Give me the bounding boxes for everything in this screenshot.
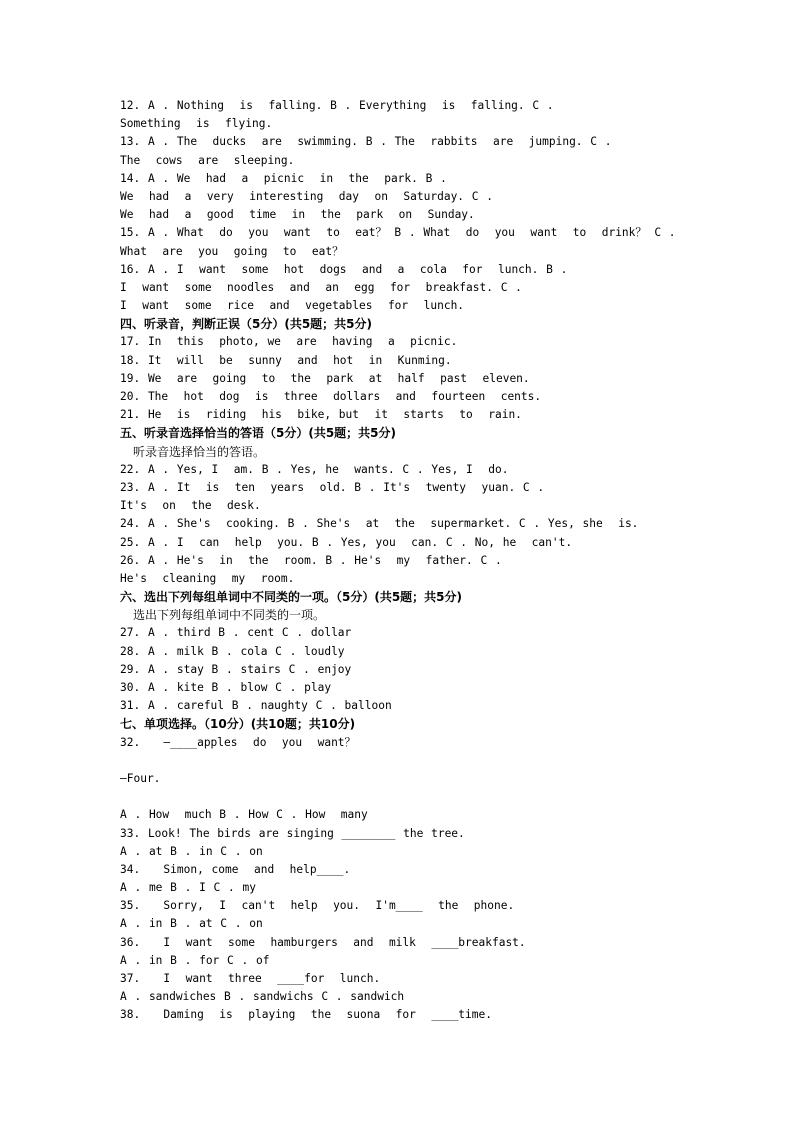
section-heading: 六、选出下列每组单词中不同类的一项。（5分）(共5题；共5分) (120, 590, 463, 605)
question-line: A . sandwiches B . sandwichs C . sandwich (120, 990, 405, 1004)
question-line: We had a very interesting day on Saturday. C . (120, 189, 493, 203)
question-line: The cows are sleeping. (120, 153, 295, 167)
question-line: A . in B . at C . on (120, 917, 263, 931)
question-line: 36. I want some hamburgers and milk ____breakfast. (120, 935, 526, 949)
question-line: 23. A . It is ten years old. B . It's twenty yuan. C . (120, 480, 545, 494)
question-line: He's cleaning my room. (120, 571, 295, 585)
question-line: 17. In this photo, we are having a picnic. (120, 335, 458, 349)
question-line: 20. The hot dog is three dollars and fourteen cents. (120, 390, 542, 403)
question-line: A . in B . for C . of (120, 953, 270, 967)
question-line: 15. A . What do you want to eat？ B . What do you want to drink？ C . (120, 226, 676, 240)
section-heading: 七、单项选择。（10分）(共10题；共10分) (120, 717, 356, 732)
question-line: Something is flying. (120, 117, 273, 131)
question-line: 35. Sorry, I can't help you. I'm____ the phone. (120, 899, 515, 913)
blank-line (120, 752, 720, 770)
question-line: 18. It will be sunny and hot in Kunming. (120, 353, 452, 367)
question-line: 25. A . I can help you. B . Yes, you can. C . No, he can't. (120, 535, 573, 549)
question-line: A . at B . in C . on (120, 844, 263, 858)
question-line: 29. A . stay B . stairs C . enjoy (120, 662, 352, 676)
question-line: 16. A . I want some hot dogs and a cola for lunch. B . (120, 262, 568, 276)
section-heading: 五、听录音选择恰当的答语（5分）(共5题；共5分) (120, 426, 397, 441)
question-line: 32. —____apples do you want？ (120, 735, 356, 749)
question-line: —Four. (120, 771, 161, 785)
question-line: 19. We are going to the park at half past eleven. (120, 371, 530, 385)
question-line: I want some noodles and an egg for breakfast. C . (120, 280, 522, 294)
question-line: What are you going to eat？ (120, 244, 344, 258)
question-line: 13. A . The ducks are swimming. B . The rabbits are jumping. C . (120, 135, 612, 149)
section-instruction: 听录音选择恰当的答语。 (133, 444, 266, 459)
question-line: 12. A . Nothing is falling. B . Everything is falling. C . (120, 99, 554, 112)
question-line: I want some rice and vegetables for lunch. (120, 299, 465, 313)
question-line: We had a good time in the park on Sunday. (120, 208, 475, 222)
question-line: 38. Daming is playing the suona for ____time. (120, 1008, 492, 1022)
question-line: 28. A . milk B . cola C . loudly (120, 644, 345, 658)
blank-line (120, 788, 720, 806)
question-line: 14. A . We had a picnic in the park. B . (120, 171, 447, 185)
section-heading: 四、听录音，判断正误（5分）(共5题；共5分) (120, 317, 373, 332)
section-instruction: 选出下列每组单词中不同类的一项。 (133, 608, 326, 623)
question-line: 33. Look! The birds are singing ________ the tree. (120, 826, 465, 840)
question-line: A . How much B . How C . How many (120, 808, 368, 822)
question-line: 27. A . third B . cent C . dollar (120, 626, 352, 640)
question-line: 26. A . He's in the room. B . He's my father. C . (120, 553, 502, 567)
question-line: 31. A . careful B . naughty C . balloon (120, 699, 392, 713)
exam-page (120, 97, 720, 1025)
question-line: 30. A . kite B . blow C . play (120, 681, 332, 694)
question-line: A . me B . I C . my (120, 881, 256, 895)
question-line: 37. I want three ____for lunch. (120, 972, 381, 985)
question-line: 21. He is riding his bike, but it starts to rain. (120, 408, 522, 422)
question-line: 22. A . Yes, I am. B . Yes, he wants. C . Yes, I do. (120, 462, 509, 476)
question-line: 34. Simon, come and help____. (120, 862, 351, 876)
question-line: It's on the desk. (120, 499, 261, 513)
question-line: 24. A . She's cooking. B . She's at the supermarket. C . Yes, she is. (120, 517, 639, 531)
